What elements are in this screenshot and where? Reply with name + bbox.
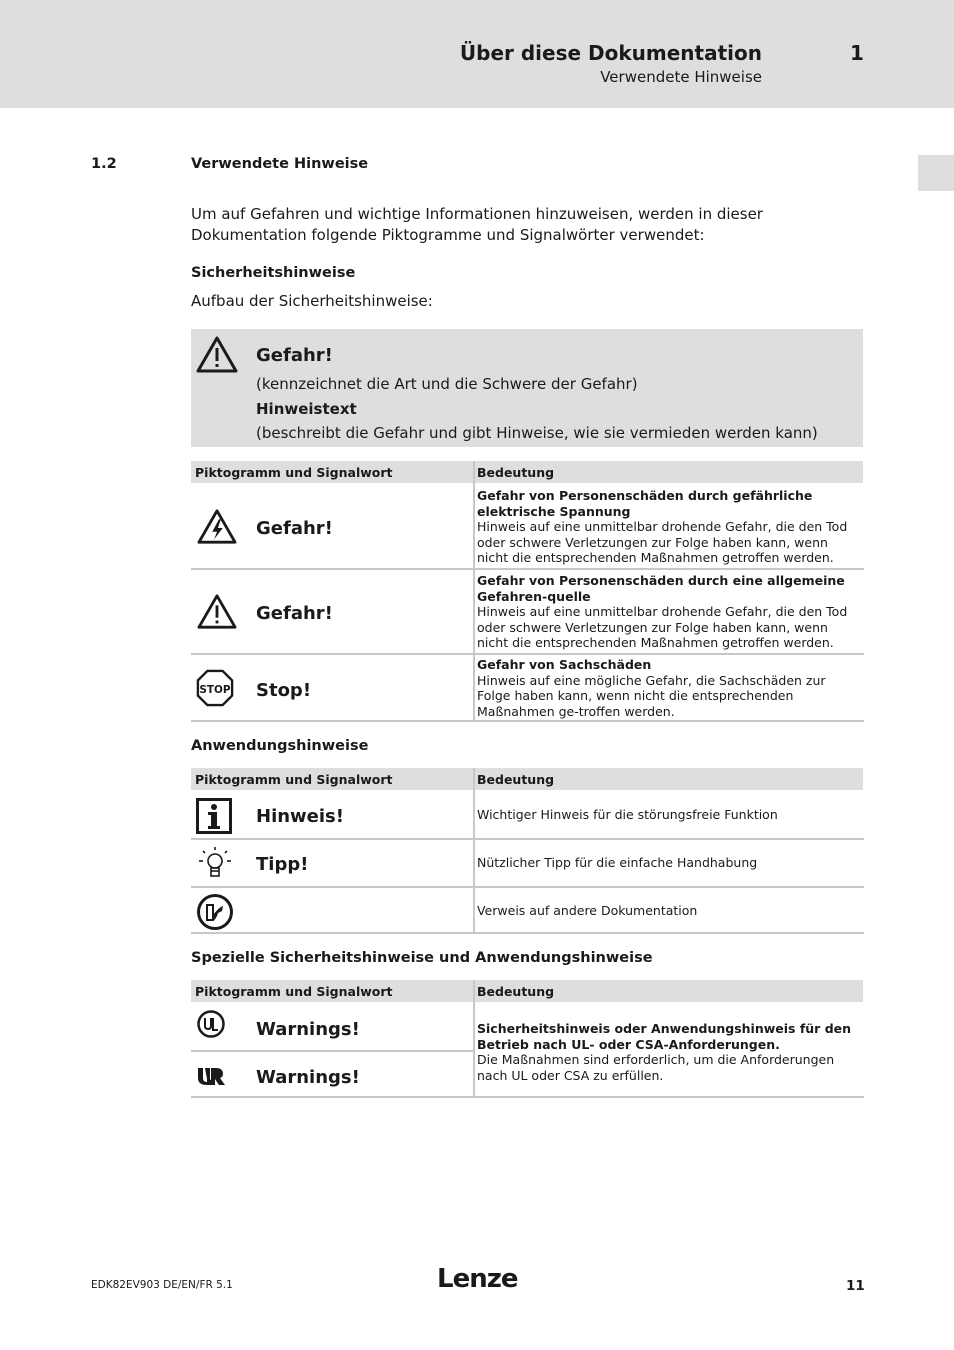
meaning-text: Hinweis auf eine unmittelbar drohende Gefahr, die den Tod oder schwere Verletzungen zur Folge haben kann, wenn nicht die entsprechenden Maßnahmen getroffen werden. <box>477 604 848 650</box>
row-divider <box>191 568 864 570</box>
special-table <box>191 980 864 1100</box>
column-header-meaning: Bedeutung <box>477 984 555 999</box>
table-header <box>191 461 863 483</box>
application-heading: Anwendungshinweise <box>191 738 369 754</box>
row-divider <box>191 838 864 840</box>
lightbulb-icon <box>196 845 234 887</box>
signal-word: Tipp! <box>256 854 309 875</box>
row-divider <box>191 1096 864 1098</box>
column-divider <box>473 768 475 934</box>
row-divider <box>191 1050 474 1052</box>
meaning-text: Hinweis auf eine unmittelbar drohende Gefahr, die den Tod oder schwere Verletzungen zur Folge haben kann, wenn nicht die entsprechenden Maßnahmen getroffen werden. <box>477 519 848 565</box>
safety-box-line2: Hinweistext <box>256 400 357 418</box>
documentation-reference-icon <box>196 893 234 935</box>
meaning-title: Gefahr von Personenschäden durch gefährliche elektrische Spannung <box>477 488 813 519</box>
column-header-meaning: Bedeutung <box>477 772 555 787</box>
stop-sign-icon <box>196 669 234 711</box>
special-heading: Spezielle Sicherheitshinweise und Anwendungshinweise <box>191 950 653 966</box>
signal-word: Stop! <box>256 680 312 701</box>
row-divider <box>191 720 864 722</box>
chapter-subtitle: Verwendete Hinweise <box>600 68 762 86</box>
warning-triangle-icon <box>196 593 238 635</box>
meaning-text: Die Maßnahmen sind erforderlich, um die Anforderungen nach UL oder CSA zu erfüllen. <box>477 1052 835 1083</box>
section-number: 1.2 <box>91 156 117 172</box>
safety-heading: Sicherheitshinweise <box>191 265 356 281</box>
table-header <box>191 980 863 1002</box>
meaning-cell <box>477 488 861 566</box>
meaning-text: Verweis auf andere Dokumentation <box>477 903 698 918</box>
warning-triangle-icon <box>195 335 239 379</box>
signal-word: Warnings! <box>256 1067 360 1088</box>
column-divider <box>473 461 475 721</box>
info-icon <box>196 798 232 838</box>
chapter-number: 1 <box>850 41 864 65</box>
meaning-cell <box>477 573 861 651</box>
electric-hazard-icon <box>196 508 238 550</box>
column-header-meaning: Bedeutung <box>477 465 555 480</box>
meaning-cell <box>477 657 861 719</box>
row-divider <box>191 886 864 888</box>
signal-word: Gefahr! <box>256 518 333 539</box>
safety-box-title: Gefahr! <box>256 345 333 366</box>
safety-subtitle: Aufbau der Sicherheitshinweise: <box>191 292 433 310</box>
safety-box-line3: (beschreibt die Gefahr und gibt Hinweise, wie sie vermieden werden kann) <box>256 424 818 442</box>
chapter-title: Über diese Dokumentation <box>459 41 762 65</box>
signal-word: Warnings! <box>256 1019 360 1040</box>
signal-word: Hinweis! <box>256 806 344 827</box>
meaning-cell <box>477 1021 861 1083</box>
column-header-pictogram: Piktogramm und Signalwort <box>195 465 393 480</box>
meaning-title: Gefahr von Sachschäden <box>477 657 652 672</box>
column-header-pictogram: Piktogramm und Signalwort <box>195 984 393 999</box>
meaning-text: Hinweis auf eine mögliche Gefahr, die Sachschäden zur Folge haben kann, wenn nicht die entsprechenden Maßnahmen ge-troffen werden. <box>477 672 826 719</box>
table-header <box>191 768 863 790</box>
column-header-pictogram: Piktogramm und Signalwort <box>195 772 393 787</box>
meaning-title: Gefahr von Personenschäden durch eine allgemeine Gefahren-quelle <box>477 573 845 604</box>
document-id: EDK82EV903 DE/EN/FR 5.1 <box>91 1279 233 1291</box>
intro-paragraph: Um auf Gefahren und wichtige Informationen hinzuweisen, werden in dieser Dokumentation folgende Piktogramme und Signalwörter verwendet: <box>191 205 763 244</box>
safety-signal-table <box>191 461 864 723</box>
row-divider <box>191 653 864 655</box>
ur-recognized-icon <box>196 1065 228 1091</box>
safety-box-line1: (kennzeichnet die Art und die Schwere der Gefahr) <box>256 375 638 393</box>
application-table <box>191 768 864 936</box>
meaning-text: Wichtiger Hinweis für die störungsfreie Funktion <box>477 807 778 822</box>
lenze-logo: Lenze <box>437 1264 518 1294</box>
stop-sign-text: STOP <box>199 683 231 696</box>
page-number: 11 <box>846 1278 865 1294</box>
ul-listed-icon <box>196 1009 226 1043</box>
column-divider <box>473 980 475 1097</box>
row-divider <box>191 932 864 934</box>
signal-word: Gefahr! <box>256 603 333 624</box>
meaning-title: Sicherheitshinweis oder Anwendungshinweis für den Betrieb nach UL- oder CSA-Anforderungen. <box>477 1021 852 1052</box>
meaning-text: Nützlicher Tipp für die einfache Handhabung <box>477 855 758 870</box>
safety-structure-box <box>191 329 863 447</box>
chapter-side-tab <box>918 155 954 191</box>
section-title: Verwendete Hinweise <box>191 156 369 172</box>
